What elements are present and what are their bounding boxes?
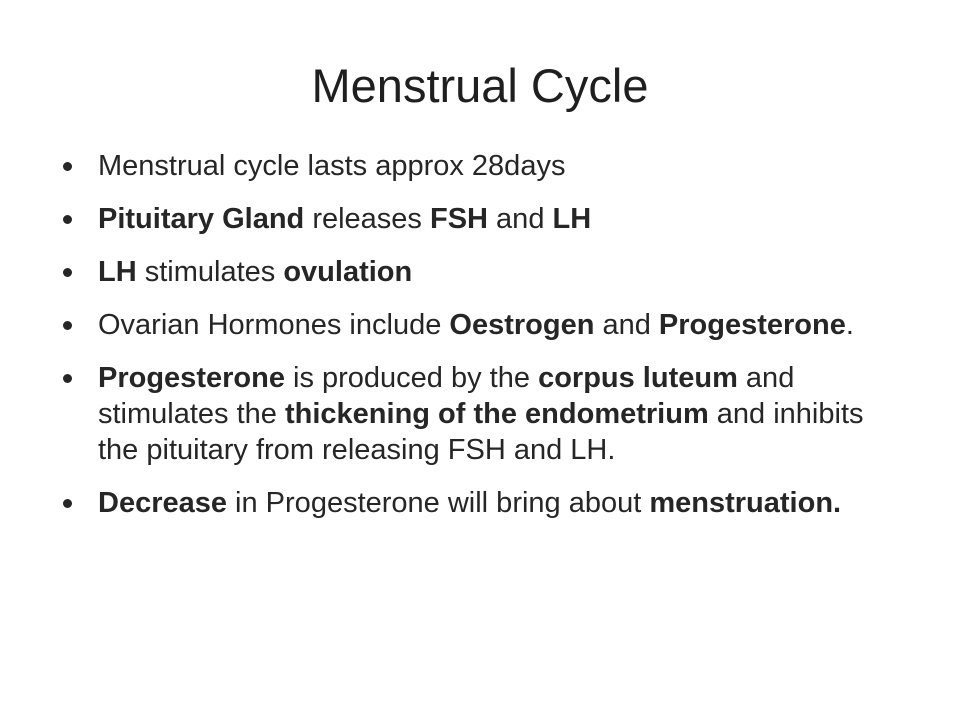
bullet-text [98, 362, 864, 466]
bullet-plain-text: Menstrual cycle lasts approx 28days [98, 150, 566, 182]
bullet-bold-text: Progesterone [658, 309, 846, 341]
bullet-plain-text: and [594, 309, 659, 341]
bullet-bold-text: menstruation. [649, 487, 842, 519]
bullet-dot-icon [63, 162, 72, 171]
bullet-plain-text: . [845, 309, 854, 341]
bullet-list [58, 148, 908, 538]
bullet-bold-text: Progesterone [98, 362, 285, 394]
bullet-item [58, 254, 908, 290]
bullet-text [98, 256, 412, 288]
bullet-plain-text: and stimulates the [98, 362, 795, 430]
bullet-text [98, 150, 565, 182]
bullet-item [58, 201, 908, 237]
bullet-bold-text: Oestrogen [449, 309, 595, 341]
bullet-text [98, 203, 591, 235]
bullet-text [98, 487, 841, 519]
bullet-bold-text: corpus luteum [538, 362, 738, 394]
bullet-dot-icon [63, 499, 72, 508]
bullet-plain-text: and inhibits the pituitary from releasing FSH and LH. [98, 398, 864, 466]
bullet-plain-text: and [488, 203, 553, 235]
bullet-bold-text: ovulation [283, 256, 413, 288]
bullet-plain-text: in Progesterone will bring about [227, 487, 650, 519]
bullet-plain-text: is produced by the [284, 362, 539, 394]
bullet-item [58, 360, 908, 468]
bullet-plain-text: Ovarian Hormones include [98, 309, 450, 341]
bullet-bold-text: LH [552, 203, 592, 235]
bullet-dot-icon [63, 268, 72, 277]
bullet-plain-text: stimulates [136, 256, 284, 288]
bullet-bold-text: LH [98, 256, 137, 288]
slide-title: Menstrual Cycle [311, 59, 649, 112]
bullet-bold-text: Pituitary Gland [98, 203, 305, 235]
bullet-item [58, 485, 908, 521]
bullet-item [58, 307, 908, 343]
bullet-plain-text: releases [304, 203, 430, 235]
bullet-item [58, 148, 908, 184]
bullet-dot-icon [63, 215, 72, 224]
bullet-dot-icon [63, 321, 72, 330]
bullet-dot-icon [63, 374, 72, 383]
bullet-text [98, 309, 854, 341]
bullet-bold-text: thickening of the endometrium [284, 398, 709, 430]
bullet-bold-text: FSH [430, 203, 488, 235]
bullet-bold-text: Decrease [98, 487, 227, 519]
